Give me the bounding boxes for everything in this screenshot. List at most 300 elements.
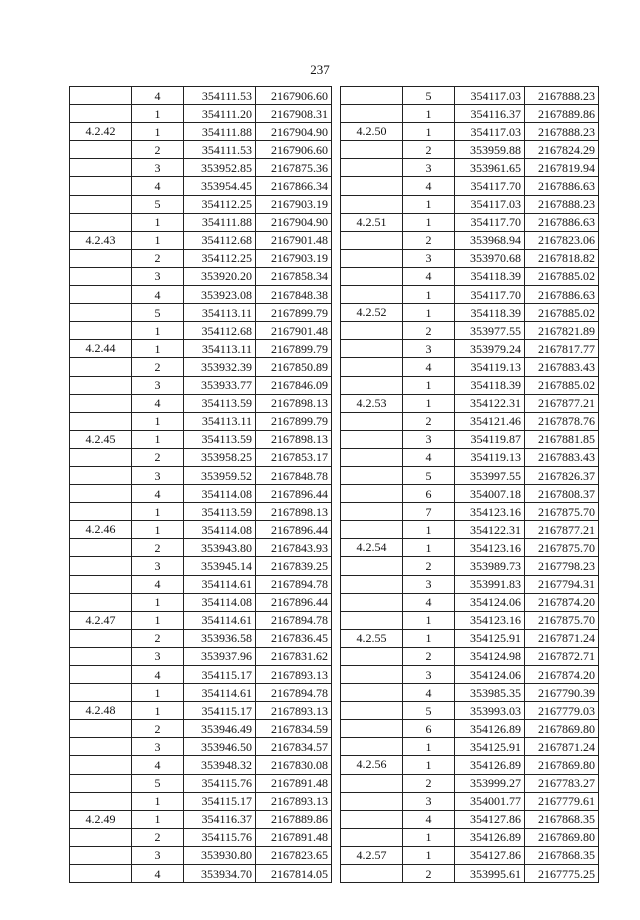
section-number-cell [70, 629, 132, 647]
x-coordinate-cell: 353979.24 [455, 340, 525, 358]
y-coordinate-cell: 2167790.39 [525, 684, 599, 702]
x-coordinate-cell: 354115.17 [184, 702, 256, 720]
section-number-cell [70, 720, 132, 738]
point-number-cell: 2 [132, 141, 184, 159]
section-number-cell [341, 358, 403, 376]
table-row [341, 846, 599, 864]
y-coordinate-cell: 2167899.79 [256, 304, 332, 322]
section-number-cell [341, 647, 403, 665]
point-number-cell: 4 [132, 394, 184, 412]
section-number-cell [70, 213, 132, 231]
section-number-cell [70, 105, 132, 123]
table-row [70, 466, 332, 484]
table-row [70, 629, 332, 647]
point-number-cell: 5 [132, 304, 184, 322]
section-number-cell [70, 87, 132, 105]
y-coordinate-cell: 2167875.70 [525, 503, 599, 521]
table-row [341, 322, 599, 340]
x-coordinate-cell: 353920.20 [184, 267, 256, 285]
y-coordinate-cell: 2167823.65 [256, 846, 332, 864]
table-row [70, 322, 332, 340]
table-row [70, 647, 332, 665]
section-number-cell [70, 358, 132, 376]
x-coordinate-cell: 354117.03 [455, 123, 525, 141]
x-coordinate-cell: 354118.39 [455, 267, 525, 285]
point-number-cell: 3 [403, 340, 455, 358]
point-number-cell: 1 [403, 539, 455, 557]
section-number-cell [70, 177, 132, 195]
y-coordinate-cell: 2167871.24 [525, 738, 599, 756]
table-row [341, 792, 599, 810]
y-coordinate-cell: 2167875.70 [525, 611, 599, 629]
x-coordinate-cell: 354117.70 [455, 177, 525, 195]
table-row [70, 87, 332, 105]
y-coordinate-cell: 2167896.44 [256, 593, 332, 611]
table-row [70, 774, 332, 792]
point-number-cell: 1 [403, 304, 455, 322]
table-row [341, 684, 599, 702]
x-coordinate-cell: 354114.61 [184, 611, 256, 629]
point-number-cell: 3 [403, 666, 455, 684]
table-body-left [70, 87, 332, 883]
point-number-cell: 5 [403, 466, 455, 484]
table-row [70, 177, 332, 195]
point-number-cell: 1 [403, 376, 455, 394]
section-number-cell [341, 521, 403, 539]
section-number-cell: 4.2.51 [341, 213, 403, 231]
section-number-cell: 4.2.54 [341, 539, 403, 557]
table-row [341, 756, 599, 774]
table-row [341, 231, 599, 249]
x-coordinate-cell: 353997.55 [455, 466, 525, 484]
y-coordinate-cell: 2167830.08 [256, 756, 332, 774]
point-number-cell: 1 [132, 340, 184, 358]
table-row [341, 611, 599, 629]
x-coordinate-cell: 353945.14 [184, 557, 256, 575]
point-number-cell: 3 [132, 647, 184, 665]
point-number-cell: 2 [403, 231, 455, 249]
section-number-cell: 4.2.50 [341, 123, 403, 141]
y-coordinate-cell: 2167869.80 [525, 756, 599, 774]
section-number-cell [70, 539, 132, 557]
y-coordinate-cell: 2167903.19 [256, 195, 332, 213]
section-number-cell [70, 792, 132, 810]
point-number-cell: 1 [403, 738, 455, 756]
table-row [341, 485, 599, 503]
table-row [341, 738, 599, 756]
section-number-cell [341, 684, 403, 702]
section-number-cell [70, 376, 132, 394]
section-number-cell [70, 774, 132, 792]
point-number-cell: 2 [132, 539, 184, 557]
y-coordinate-cell: 2167888.23 [525, 87, 599, 105]
point-number-cell: 4 [403, 267, 455, 285]
x-coordinate-cell: 354124.98 [455, 647, 525, 665]
x-coordinate-cell: 354113.59 [184, 394, 256, 412]
y-coordinate-cell: 2167901.48 [256, 231, 332, 249]
point-number-cell: 4 [132, 575, 184, 593]
y-coordinate-cell: 2167821.89 [525, 322, 599, 340]
table-row [70, 521, 332, 539]
section-number-cell [70, 466, 132, 484]
y-coordinate-cell: 2167826.37 [525, 466, 599, 484]
y-coordinate-cell: 2167891.48 [256, 774, 332, 792]
x-coordinate-cell: 354111.88 [184, 123, 256, 141]
point-number-cell: 2 [132, 828, 184, 846]
x-coordinate-cell: 353946.49 [184, 720, 256, 738]
point-number-cell: 3 [132, 738, 184, 756]
section-number-cell: 4.2.45 [70, 430, 132, 448]
x-coordinate-cell: 354115.17 [184, 792, 256, 810]
y-coordinate-cell: 2167869.80 [525, 828, 599, 846]
x-coordinate-cell: 354114.08 [184, 521, 256, 539]
section-number-cell [341, 231, 403, 249]
x-coordinate-cell: 354116.37 [455, 105, 525, 123]
table-row [341, 358, 599, 376]
x-coordinate-cell: 354112.25 [184, 249, 256, 267]
table-row [70, 105, 332, 123]
point-number-cell: 3 [403, 159, 455, 177]
x-coordinate-cell: 353948.32 [184, 756, 256, 774]
y-coordinate-cell: 2167886.63 [525, 286, 599, 304]
table-row [70, 267, 332, 285]
y-coordinate-cell: 2167875.36 [256, 159, 332, 177]
table-row [70, 720, 332, 738]
table-row [70, 702, 332, 720]
point-number-cell: 1 [403, 756, 455, 774]
x-coordinate-cell: 354113.59 [184, 430, 256, 448]
table-row [70, 485, 332, 503]
point-number-cell: 2 [132, 448, 184, 466]
y-coordinate-cell: 2167783.27 [525, 774, 599, 792]
y-coordinate-cell: 2167808.37 [525, 485, 599, 503]
y-coordinate-cell: 2167898.13 [256, 503, 332, 521]
section-number-cell [341, 774, 403, 792]
point-number-cell: 3 [403, 575, 455, 593]
table-row [70, 503, 332, 521]
point-number-cell: 3 [132, 376, 184, 394]
point-number-cell: 4 [132, 286, 184, 304]
y-coordinate-cell: 2167850.89 [256, 358, 332, 376]
y-coordinate-cell: 2167885.02 [525, 304, 599, 322]
table-row [70, 412, 332, 430]
table-row [70, 593, 332, 611]
section-number-cell [341, 792, 403, 810]
point-number-cell: 3 [132, 159, 184, 177]
table-row [341, 647, 599, 665]
y-coordinate-cell: 2167798.23 [525, 557, 599, 575]
y-coordinate-cell: 2167888.23 [525, 123, 599, 141]
x-coordinate-cell: 354114.08 [184, 593, 256, 611]
x-coordinate-cell: 353923.08 [184, 286, 256, 304]
point-number-cell: 2 [403, 557, 455, 575]
y-coordinate-cell: 2167893.13 [256, 702, 332, 720]
y-coordinate-cell: 2167885.02 [525, 267, 599, 285]
point-number-cell: 2 [132, 249, 184, 267]
table-row [341, 720, 599, 738]
table-row [70, 159, 332, 177]
y-coordinate-cell: 2167817.77 [525, 340, 599, 358]
point-number-cell: 1 [403, 521, 455, 539]
point-number-cell: 1 [132, 684, 184, 702]
point-number-cell: 4 [403, 593, 455, 611]
point-number-cell: 1 [403, 629, 455, 647]
table-row [341, 774, 599, 792]
table-row [341, 394, 599, 412]
x-coordinate-cell: 354114.61 [184, 684, 256, 702]
section-number-cell [341, 702, 403, 720]
point-number-cell: 2 [132, 358, 184, 376]
y-coordinate-cell: 2167906.60 [256, 141, 332, 159]
y-coordinate-cell: 2167836.45 [256, 629, 332, 647]
x-coordinate-cell: 354115.76 [184, 774, 256, 792]
point-number-cell: 2 [132, 720, 184, 738]
x-coordinate-cell: 354122.31 [455, 521, 525, 539]
table-row [341, 557, 599, 575]
table-row [341, 466, 599, 484]
x-coordinate-cell: 353958.25 [184, 448, 256, 466]
section-number-cell [70, 828, 132, 846]
table-row [341, 159, 599, 177]
x-coordinate-cell: 354118.39 [455, 304, 525, 322]
table-row [70, 430, 332, 448]
section-number-cell [341, 810, 403, 828]
point-number-cell: 2 [403, 412, 455, 430]
y-coordinate-cell: 2167898.13 [256, 394, 332, 412]
table-row [70, 358, 332, 376]
section-number-cell [341, 485, 403, 503]
table-row [341, 123, 599, 141]
y-coordinate-cell: 2167875.70 [525, 539, 599, 557]
x-coordinate-cell: 353968.94 [455, 231, 525, 249]
x-coordinate-cell: 354112.25 [184, 195, 256, 213]
section-number-cell [70, 557, 132, 575]
section-number-cell [341, 105, 403, 123]
table-row [341, 141, 599, 159]
section-number-cell [341, 430, 403, 448]
y-coordinate-cell: 2167779.61 [525, 792, 599, 810]
point-number-cell: 1 [403, 105, 455, 123]
y-coordinate-cell: 2167899.79 [256, 340, 332, 358]
y-coordinate-cell: 2167886.63 [525, 213, 599, 231]
point-number-cell: 4 [403, 448, 455, 466]
section-number-cell [341, 141, 403, 159]
y-coordinate-cell: 2167877.21 [525, 521, 599, 539]
y-coordinate-cell: 2167891.48 [256, 828, 332, 846]
x-coordinate-cell: 354116.37 [184, 810, 256, 828]
x-coordinate-cell: 354117.70 [455, 286, 525, 304]
section-number-cell [341, 448, 403, 466]
section-number-cell [70, 593, 132, 611]
table-row [341, 340, 599, 358]
x-coordinate-cell: 353989.73 [455, 557, 525, 575]
table-row [70, 249, 332, 267]
point-number-cell: 1 [132, 521, 184, 539]
point-number-cell: 4 [403, 684, 455, 702]
point-number-cell: 2 [403, 322, 455, 340]
y-coordinate-cell: 2167823.06 [525, 231, 599, 249]
table-row [341, 448, 599, 466]
x-coordinate-cell: 354111.53 [184, 141, 256, 159]
section-number-cell: 4.2.47 [70, 611, 132, 629]
x-coordinate-cell: 353995.61 [455, 865, 525, 883]
point-number-cell: 3 [132, 466, 184, 484]
table-row [341, 503, 599, 521]
y-coordinate-cell: 2167893.13 [256, 666, 332, 684]
section-number-cell [341, 466, 403, 484]
table-row [70, 738, 332, 756]
section-number-cell: 4.2.49 [70, 810, 132, 828]
point-number-cell: 5 [132, 774, 184, 792]
section-number-cell: 4.2.48 [70, 702, 132, 720]
point-number-cell: 1 [132, 105, 184, 123]
point-number-cell: 4 [132, 177, 184, 195]
section-number-cell [341, 720, 403, 738]
section-number-cell [70, 159, 132, 177]
x-coordinate-cell: 353959.88 [455, 141, 525, 159]
x-coordinate-cell: 354113.59 [184, 503, 256, 521]
x-coordinate-cell: 354127.86 [455, 810, 525, 828]
table-row [70, 846, 332, 864]
x-coordinate-cell: 353936.58 [184, 629, 256, 647]
x-coordinate-cell: 354117.03 [455, 87, 525, 105]
point-number-cell: 1 [132, 430, 184, 448]
section-number-cell: 4.2.55 [341, 629, 403, 647]
coordinates-table-left [69, 86, 332, 883]
point-number-cell: 3 [132, 267, 184, 285]
x-coordinate-cell: 354124.06 [455, 593, 525, 611]
table-row [70, 557, 332, 575]
point-number-cell: 1 [132, 702, 184, 720]
x-coordinate-cell: 354111.20 [184, 105, 256, 123]
x-coordinate-cell: 353937.96 [184, 647, 256, 665]
y-coordinate-cell: 2167839.25 [256, 557, 332, 575]
section-number-cell [341, 611, 403, 629]
y-coordinate-cell: 2167858.34 [256, 267, 332, 285]
x-coordinate-cell: 354127.86 [455, 846, 525, 864]
point-number-cell: 4 [132, 756, 184, 774]
point-number-cell: 2 [403, 774, 455, 792]
table-row [341, 177, 599, 195]
table-row [341, 195, 599, 213]
x-coordinate-cell: 354115.17 [184, 666, 256, 684]
y-coordinate-cell: 2167898.13 [256, 430, 332, 448]
point-number-cell: 3 [403, 792, 455, 810]
point-number-cell: 4 [403, 358, 455, 376]
point-number-cell: 1 [403, 213, 455, 231]
section-number-cell [341, 412, 403, 430]
section-number-cell [341, 575, 403, 593]
table-row [70, 575, 332, 593]
y-coordinate-cell: 2167848.78 [256, 466, 332, 484]
table-row [70, 666, 332, 684]
point-number-cell: 3 [403, 249, 455, 267]
y-coordinate-cell: 2167814.05 [256, 865, 332, 883]
section-number-cell [70, 394, 132, 412]
section-number-cell [70, 666, 132, 684]
section-number-cell [341, 828, 403, 846]
y-coordinate-cell: 2167819.94 [525, 159, 599, 177]
section-number-cell: 4.2.52 [341, 304, 403, 322]
table-row [70, 865, 332, 883]
section-number-cell [70, 141, 132, 159]
y-coordinate-cell: 2167896.44 [256, 521, 332, 539]
table-row [341, 539, 599, 557]
section-number-cell [341, 267, 403, 285]
point-number-cell: 1 [403, 394, 455, 412]
table-row [341, 286, 599, 304]
table-row [70, 141, 332, 159]
table-row [341, 666, 599, 684]
point-number-cell: 1 [403, 611, 455, 629]
x-coordinate-cell: 354126.89 [455, 828, 525, 846]
point-number-cell: 1 [132, 792, 184, 810]
section-number-cell [70, 684, 132, 702]
x-coordinate-cell: 353930.80 [184, 846, 256, 864]
x-coordinate-cell: 354125.91 [455, 629, 525, 647]
point-number-cell: 6 [403, 485, 455, 503]
point-number-cell: 5 [403, 702, 455, 720]
y-coordinate-cell: 2167885.02 [525, 376, 599, 394]
y-coordinate-cell: 2167868.35 [525, 846, 599, 864]
section-number-cell [341, 286, 403, 304]
table-row [70, 810, 332, 828]
x-coordinate-cell: 354114.61 [184, 575, 256, 593]
y-coordinate-cell: 2167899.79 [256, 412, 332, 430]
x-coordinate-cell: 353932.39 [184, 358, 256, 376]
y-coordinate-cell: 2167894.78 [256, 575, 332, 593]
x-coordinate-cell: 353970.68 [455, 249, 525, 267]
table-row [341, 810, 599, 828]
y-coordinate-cell: 2167883.43 [525, 448, 599, 466]
x-coordinate-cell: 354114.08 [184, 485, 256, 503]
table-row [70, 213, 332, 231]
section-number-cell [341, 340, 403, 358]
point-number-cell: 1 [132, 231, 184, 249]
point-number-cell: 2 [403, 865, 455, 883]
section-number-cell [341, 177, 403, 195]
y-coordinate-cell: 2167878.76 [525, 412, 599, 430]
section-number-cell [70, 267, 132, 285]
y-coordinate-cell: 2167869.80 [525, 720, 599, 738]
x-coordinate-cell: 354126.89 [455, 720, 525, 738]
x-coordinate-cell: 354115.76 [184, 828, 256, 846]
section-number-cell [70, 846, 132, 864]
y-coordinate-cell: 2167889.86 [256, 810, 332, 828]
table-row [70, 792, 332, 810]
y-coordinate-cell: 2167843.93 [256, 539, 332, 557]
y-coordinate-cell: 2167877.21 [525, 394, 599, 412]
x-coordinate-cell: 353952.85 [184, 159, 256, 177]
x-coordinate-cell: 353985.35 [455, 684, 525, 702]
y-coordinate-cell: 2167904.90 [256, 213, 332, 231]
x-coordinate-cell: 354113.11 [184, 412, 256, 430]
y-coordinate-cell: 2167818.82 [525, 249, 599, 267]
x-coordinate-cell: 354126.89 [455, 756, 525, 774]
x-coordinate-cell: 353999.27 [455, 774, 525, 792]
section-number-cell [341, 865, 403, 883]
table-row [70, 231, 332, 249]
x-coordinate-cell: 354118.39 [455, 376, 525, 394]
section-number-cell [70, 249, 132, 267]
x-coordinate-cell: 354123.16 [455, 503, 525, 521]
page-number: 237 [310, 62, 330, 77]
section-number-cell [341, 159, 403, 177]
x-coordinate-cell: 353933.77 [184, 376, 256, 394]
x-coordinate-cell: 353977.55 [455, 322, 525, 340]
y-coordinate-cell: 2167794.31 [525, 575, 599, 593]
y-coordinate-cell: 2167903.19 [256, 249, 332, 267]
